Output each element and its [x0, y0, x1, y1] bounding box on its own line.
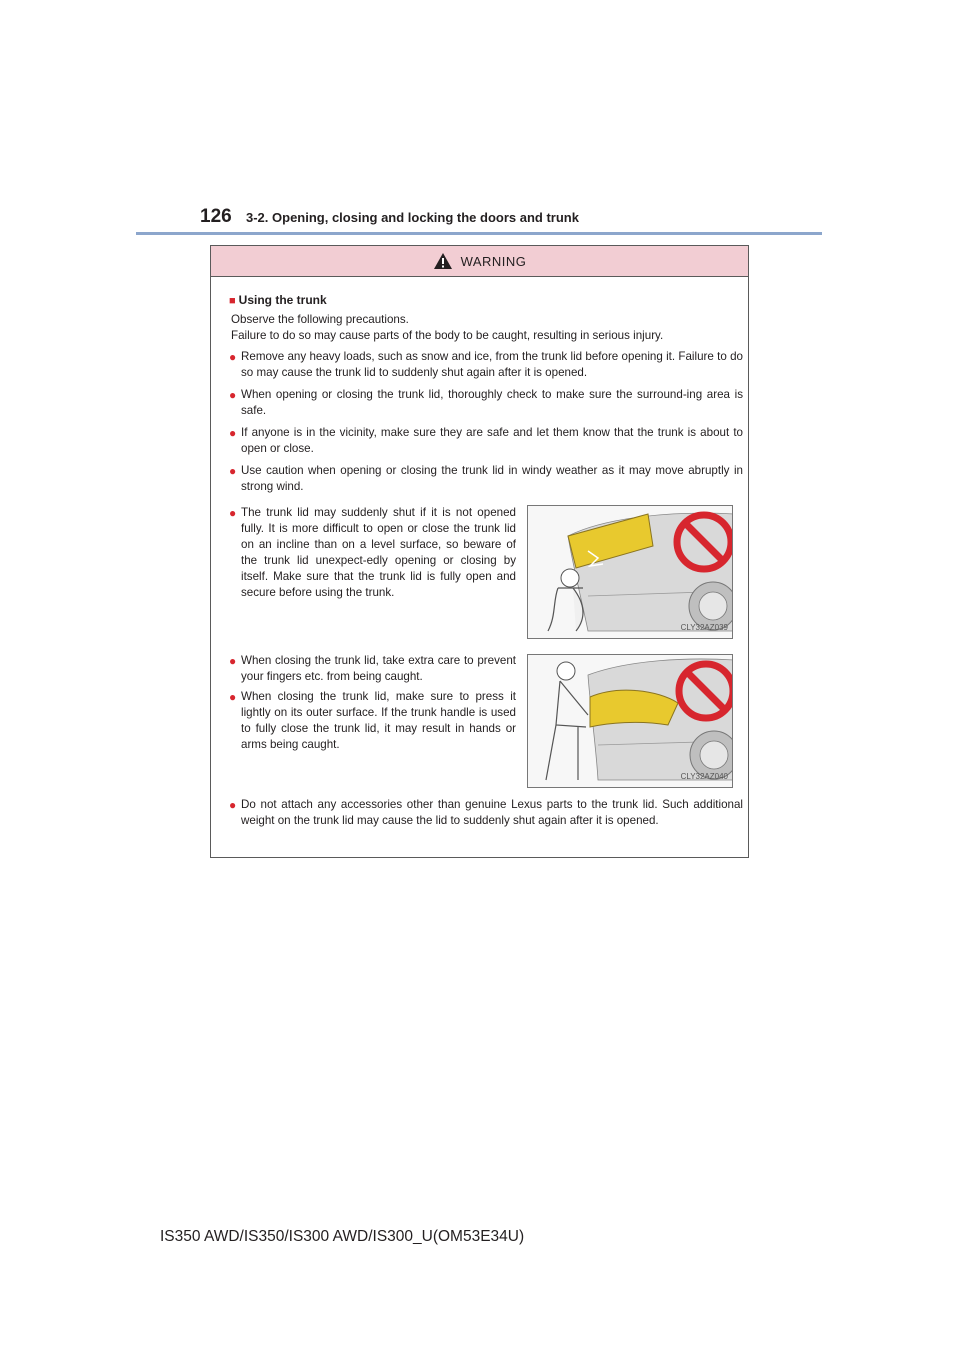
bullet-item — [229, 653, 516, 685]
footer-model-text: IS350 AWD/IS350/IS300 AWD/IS300_U(OM53E34U) — [160, 1228, 525, 1245]
warning-label: WARNING — [460, 253, 527, 269]
illustration-trunk-close — [527, 654, 733, 788]
warning-bar — [211, 246, 748, 277]
warning-box — [210, 245, 749, 858]
bullet-text: When closing the trunk lid, take extra care to prevent your fingers etc. from being caught. — [241, 654, 516, 683]
page-number: 126 — [200, 206, 232, 227]
page-header — [200, 206, 820, 234]
intro-line: Failure to do so may cause parts of the body to be caught, resulting in serious injury. — [231, 329, 664, 342]
bullet-item — [229, 689, 516, 753]
bullet-item — [229, 505, 516, 601]
bullet-text: Remove any heavy loads, such as snow and ice, from the trunk lid before opening it. Failure to do so may cause the trunk lid to suddenly shut again after it is opened. — [241, 350, 743, 379]
bullet-text: The trunk lid may suddenly shut if it is not opened fully. It is more difficult to open or close the trunk lid on an incline than on a level surface, so beware of the trunk lid unexpect-edly opening or closing by itself. Make sure that the trunk lid is fully open and secure before using the trunk. — [241, 506, 516, 599]
square-bullet-icon: ■ — [229, 295, 236, 307]
bullet-item — [229, 425, 743, 457]
bullet-dot-icon: ● — [229, 654, 237, 668]
bullet-text: Do not attach any accessories other than genuine Lexus parts to the trunk lid. Such additional weight on the trunk lid may cause the lid to suddenly shut again after it is opened. — [241, 798, 743, 827]
bullet-dot-icon: ● — [229, 690, 237, 704]
bullet-text: When opening or closing the trunk lid, thoroughly check to make sure the surround-ing area is safe. — [241, 388, 743, 417]
figure-code: CLY32AZ039 — [680, 623, 728, 632]
bullet-dot-icon: ● — [229, 506, 237, 520]
header-rule — [136, 232, 822, 235]
warning-triangle-icon — [433, 252, 453, 270]
subhead — [229, 292, 327, 309]
bullet-item — [229, 797, 743, 829]
bullet-text: When closing the trunk lid, make sure to press it lightly on its outer surface. If the trunk handle is used to fully close the trunk lid, it may result in hands or arms being caught. — [241, 690, 516, 751]
intro-line: Observe the following precautions. — [231, 313, 409, 326]
illustration-trunk-shut — [527, 505, 733, 639]
bullet-dot-icon: ● — [229, 426, 237, 440]
section-title: 3-2. Opening, closing and locking the doors and trunk — [246, 210, 579, 225]
bullet-dot-icon: ● — [229, 464, 237, 478]
bullet-item — [229, 349, 743, 381]
subhead-text: Using the trunk — [238, 293, 327, 307]
bullet-dot-icon: ● — [229, 350, 237, 364]
intro-text — [231, 312, 746, 344]
figure-code: CLY32AZ040 — [680, 772, 728, 781]
bullet-text: If anyone is in the vicinity, make sure they are safe and let them know that the trunk is about to open or close. — [241, 426, 743, 455]
bullet-dot-icon: ● — [229, 388, 237, 402]
bullet-item — [229, 387, 743, 419]
bullet-item — [229, 463, 743, 495]
bullet-dot-icon: ● — [229, 798, 237, 812]
bullet-text: Use caution when opening or closing the trunk lid in windy weather as it may move abruptly in strong wind. — [241, 464, 743, 493]
